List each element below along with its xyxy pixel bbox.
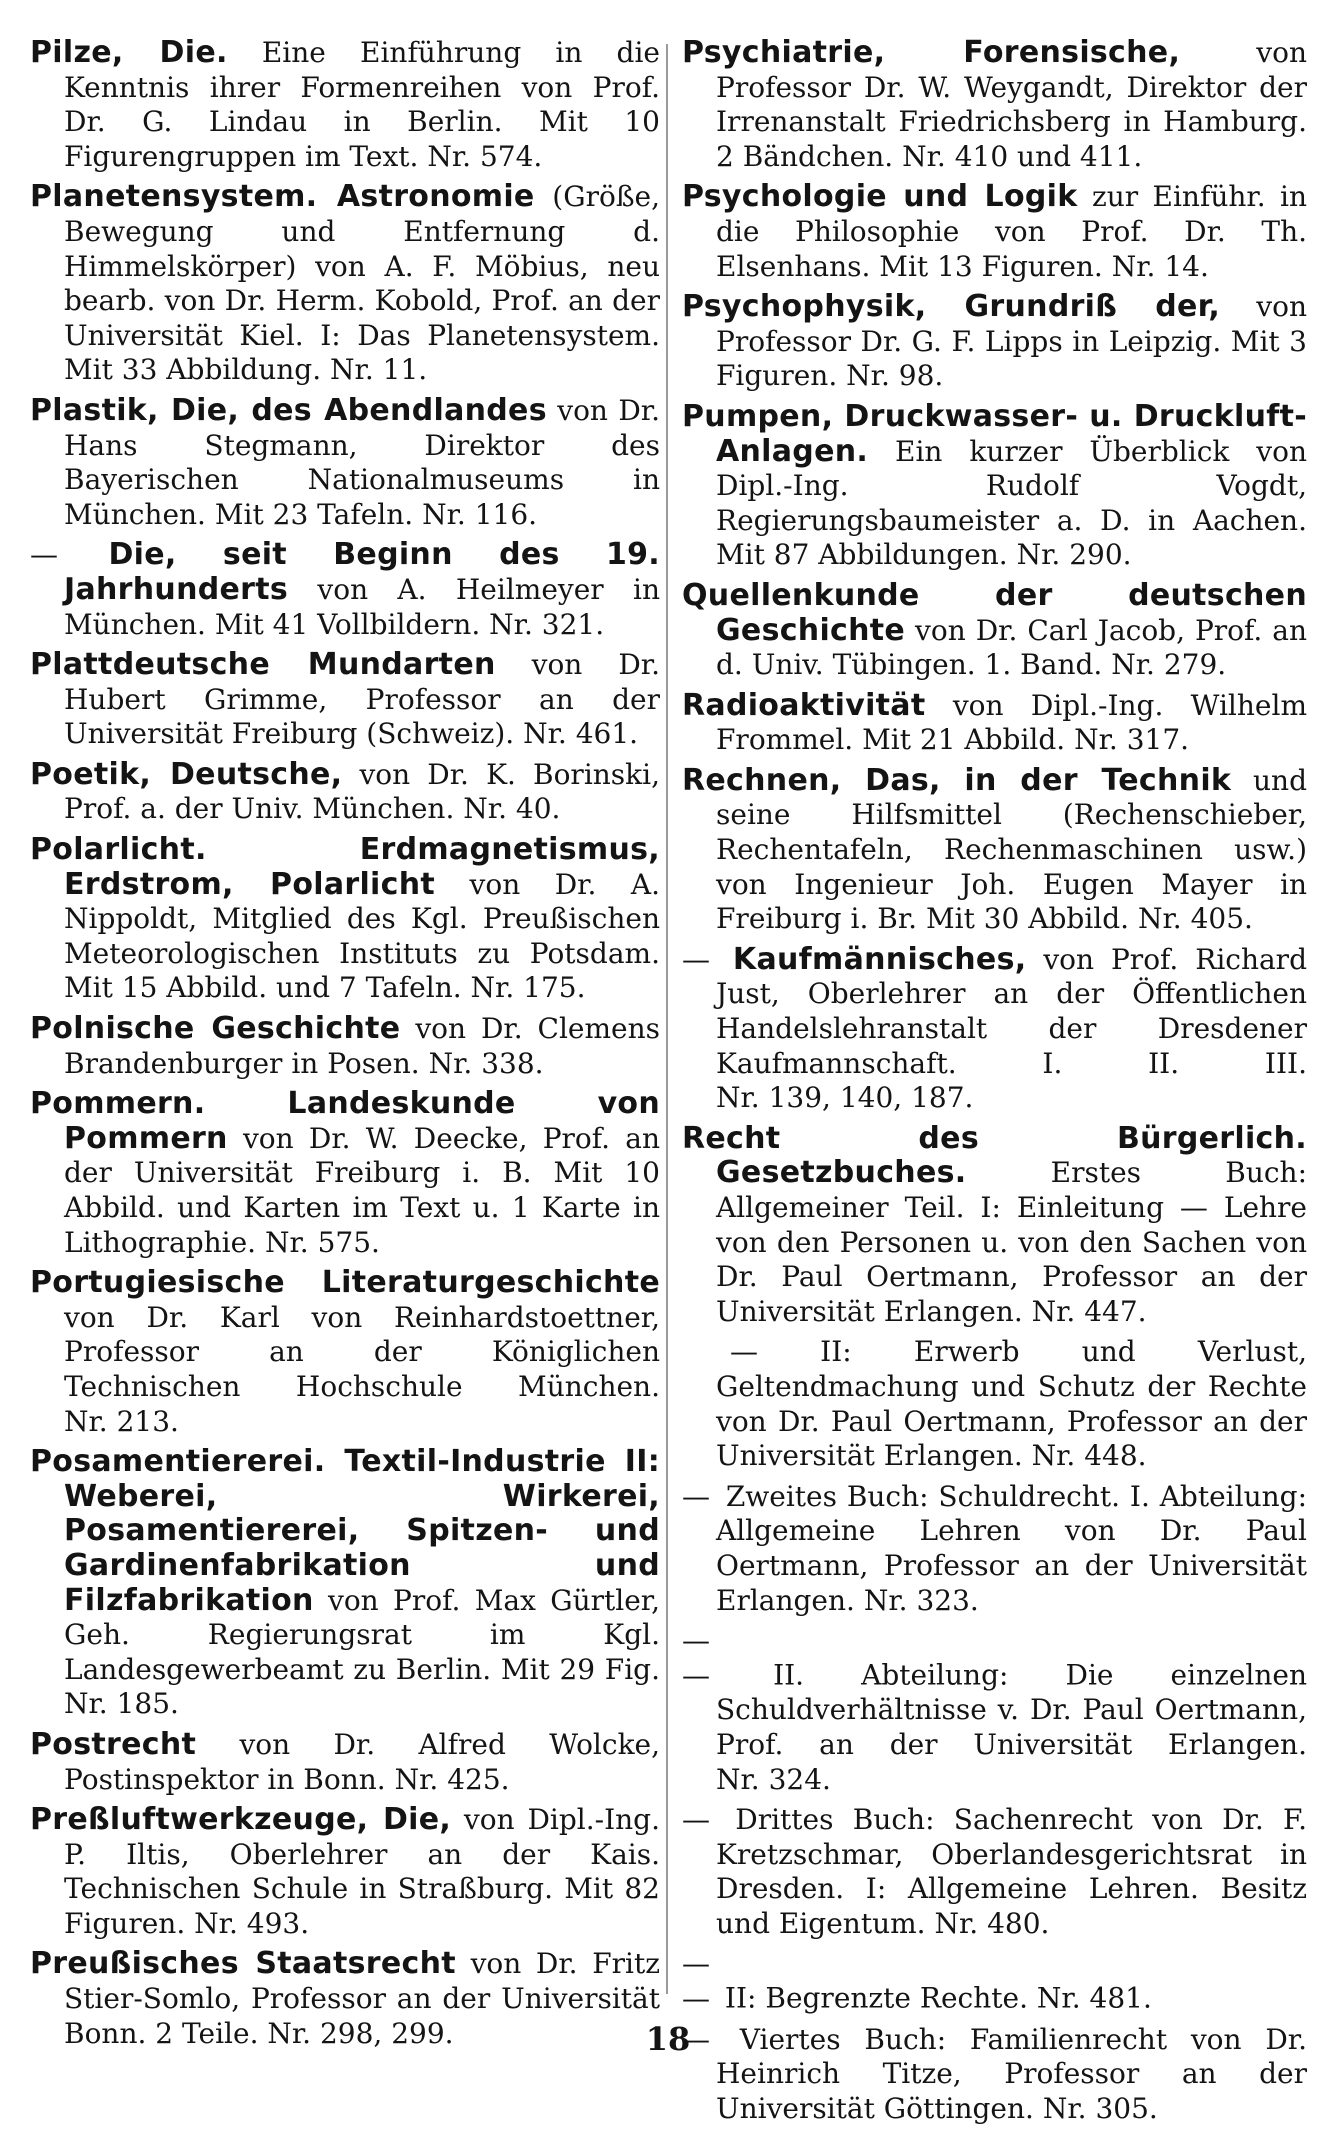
entry-number: Nr. 40.	[463, 792, 561, 826]
entry-headword: Polnische Geschichte	[30, 1011, 401, 1047]
catalog-entry	[30, 180, 660, 388]
catalog-entry	[682, 1947, 1307, 2016]
entry-number: Nr. 324.	[716, 1762, 831, 1796]
entry-description: von Dr. W. Deecke, Prof. an der Universität Freiburg i. B. Mit 10 Abbild. und Karten im Text u. 1 Karte in Lithographie.	[64, 1121, 661, 1259]
catalog-entry	[682, 1803, 1307, 1941]
entry-number: Nr. 448.	[1031, 1439, 1147, 1473]
catalog-entry	[30, 758, 660, 827]
catalog-entry	[30, 1087, 660, 1260]
entry-description: — II: Erwerb und Verlust, Geltendmachung und Schutz der Rechte von Dr. Paul Oertmann, Professor an der Universität Erlangen.	[716, 1335, 1307, 1473]
entry-number: Nr. 11.	[330, 353, 428, 387]
catalog-entry	[30, 833, 660, 1006]
entry-number: Nr. 410 und 411.	[902, 139, 1143, 173]
entry-description: von Prof. Richard Just, Oberlehrer an der Öffentlichen Handelslehranstalt der Dresdener Kaufmannschaft. I. II. III.	[716, 942, 1307, 1080]
catalog-entry	[682, 1624, 1307, 1797]
entry-description: Zweites Buch: Schuldrecht. I. Abteilung: Allgemeine Lehren von Dr. Paul Oertmann, Professor an der Universität Erlangen.	[716, 1479, 1307, 1617]
entry-number: Nr. 139, 140, 187.	[716, 1081, 974, 1115]
entry-headword: Radioaktivität	[682, 687, 926, 723]
entry-headword: Kaufmännisches,	[732, 941, 1027, 977]
entry-number: Nr. 116.	[422, 497, 538, 531]
entry-headword: Psychiatrie, Forensische,	[682, 35, 1181, 70]
entry-description: von Dr. Hans Stegmann, Direktor des Bayerischen Nationalmuseums in München. Mit 23 Tafeln.	[64, 393, 660, 531]
entry-number: Nr. 298, 299.	[267, 2016, 454, 2050]
entry-number: Nr. 98.	[846, 359, 944, 393]
catalog-entry	[682, 400, 1307, 573]
entry-description: Drittes Buch: Sachenrecht von Dr. F. Kretzschmar, Oberlandesgerichtsrat in Dresden. I: Allgemeine Lehren. Besitz und Eigentum.	[716, 1803, 1307, 1940]
catalog-entry	[30, 1266, 660, 1439]
catalog-entry	[30, 1803, 660, 1941]
entry-number: Nr. 574.	[427, 139, 543, 173]
entry-headword: Die, seit Beginn des 19. Jahrhunderts	[64, 537, 661, 607]
entry-description: von Dr. A. Nippoldt, Mitglied des Kgl. Preußischen Meteorologischen Instituts zu Potsdam. Mit 15 Abbild. und 7 Tafeln.	[64, 867, 660, 1005]
entry-number: Nr. 481.	[1036, 1982, 1152, 2016]
catalog-entry	[682, 36, 1307, 174]
left-column	[30, 36, 660, 2057]
entry-dash: —	[682, 2022, 710, 2056]
entry-description: und seine Hilfsmittel (Rechenschieber, Rechentafeln, Rechenmaschinen usw.) von Ingenieur Joh. Eugen Mayer in Freiburg i. Br. Mit 30 Abbild.	[716, 763, 1307, 936]
entry-description: von Dipl.-Ing. Wilhelm Frommel. Mit 21 Abbild.	[716, 688, 1307, 757]
entry-headword: Pumpen, Druckwasser- u. Druckluft-Anlagen.	[682, 398, 1307, 469]
entry-headword: Polarlicht. Erdmagnetismus, Erdstrom, Polarlicht	[30, 832, 660, 902]
entry-headword: Preußisches Staatsrecht	[30, 1946, 456, 1982]
catalog-entry	[682, 1480, 1307, 1618]
entry-description: von Dr. Hubert Grimme, Professor an der Universität Freiburg (Schweiz).	[64, 648, 660, 751]
entry-number: Nr. 493.	[194, 1906, 310, 1940]
catalog-entry	[30, 538, 660, 642]
entry-headword: Plastik, Die, des Abendlandes	[30, 392, 547, 428]
entry-number: Nr. 14.	[1111, 249, 1209, 283]
page-number: 18	[645, 2020, 691, 2058]
entry-headword: Posamentiererei. Textil-Industrie II: Weberei, Wirkerei, Posamentiererei, Spitzen- und Gardinenfabrikation und Filzfabrikation	[30, 1444, 660, 1618]
entry-description: Eine Einführung in die Kenntnis ihrer Formenreihen von Prof. Dr. G. Lindau in Berlin. Mit 10 Figurengruppen im Text.	[64, 36, 660, 173]
entry-dash: — —	[682, 1624, 710, 1692]
entry-description: von Professor Dr. W. Weygandt, Direktor der Irrenanstalt Friedrichsberg in Hamburg. 2 Bändchen.	[716, 36, 1307, 173]
entry-description: von Dr. Karl von Reinhardstoettner, Professor an der Königlichen Technischen Hochschule München.	[64, 1300, 660, 1403]
entry-headword: Pommern. Landeskunde von Pommern	[30, 1086, 660, 1156]
entry-number: Nr. 338.	[428, 1046, 544, 1080]
right-column	[682, 36, 1307, 2132]
entry-headword: Preßluftwerkzeuge, Die,	[30, 1802, 452, 1838]
entry-number: Nr. 175.	[470, 971, 586, 1005]
entry-dash: —	[682, 1803, 710, 1837]
entry-headword: Recht des Bürgerlich. Gesetzbuches.	[682, 1120, 1307, 1191]
entry-dash: — —	[682, 1947, 710, 2016]
catalog-entry	[682, 943, 1307, 1116]
entry-dash: —	[682, 942, 710, 976]
entry-headword: Pilze, Die.	[30, 35, 228, 70]
entry-number: Nr. 213.	[64, 1404, 179, 1438]
entry-headword: Portugiesische Literaturgeschichte	[30, 1265, 660, 1301]
entry-number: Nr. 425.	[394, 1762, 510, 1796]
entry-headword: Psychologie und Logik	[682, 179, 1078, 215]
entry-number: Nr. 317.	[1074, 723, 1190, 757]
catalog-entry	[30, 648, 660, 752]
entry-dash: —	[682, 1479, 710, 1513]
entry-description: von Dr. Alfred Wolcke, Postinspektor in Bonn.	[64, 1727, 661, 1796]
entry-description: Erstes Buch: Allgemeiner Teil. I: Einleitung — Lehre von den Personen u. von den Sachen von Dr. Paul Oertmann, Professor an der Universität Erlangen.	[716, 1156, 1307, 1328]
entry-headword: Planetensystem. Astronomie	[30, 179, 535, 215]
column-divider	[666, 44, 668, 1994]
entry-dash: —	[30, 538, 58, 572]
entry-description: von Dr. Clemens Brandenburger in Posen.	[64, 1012, 660, 1080]
catalog-entry	[682, 579, 1307, 683]
entry-number: Nr. 321.	[489, 607, 605, 641]
catalog-entry	[30, 36, 660, 174]
catalog-entry	[30, 1445, 660, 1722]
entry-number: Nr. 575.	[264, 1225, 380, 1259]
entry-description: Viertes Buch: Familienrecht von Dr. Heinrich Titze, Professor an der Universität Göttingen.	[716, 2022, 1307, 2125]
entry-description: von A. Heilmeyer in München. Mit 41 Vollbildern.	[64, 572, 661, 641]
catalog-entry	[30, 1012, 660, 1081]
catalog-entry	[30, 1728, 660, 1797]
entry-description: von Dr. Fritz Stier-Somlo, Professor an der Universität Bonn. 2 Teile.	[64, 1947, 660, 2050]
entry-description: Ein kurzer Überblick von Dipl.-Ing. Rudolf Vogdt, Regierungsbaumeister a. D. in Aachen. Mit 87 Abbildungen.	[716, 434, 1307, 572]
entry-description: von Professor Dr. G. F. Lipps in Leipzig. Mit 3 Figuren.	[716, 290, 1307, 393]
entry-number: Nr. 447.	[1031, 1294, 1147, 1328]
catalog-entry	[682, 1122, 1307, 1330]
entry-headword: Poetik, Deutsche,	[30, 756, 343, 792]
entry-number: Nr. 480.	[934, 1906, 1050, 1940]
entry-number: Nr. 305.	[1042, 2091, 1158, 2125]
entry-number: Nr. 323.	[863, 1583, 979, 1617]
catalog-entry	[682, 1335, 1307, 1473]
entry-description: von Dr. K. Borinski, Prof. a. der Univ. München.	[64, 757, 660, 826]
catalog-entry	[30, 394, 660, 532]
entry-description: (Größe, Bewegung und Entfernung d. Himmelskörper) von A. F. Möbius, neu bearb. von Dr. Herm. Kobold, Prof. an der Universität Kiel. I: Das Planetensystem. Mit 33 Abbildung.	[64, 180, 660, 387]
entry-number: Nr. 461.	[523, 717, 639, 751]
entry-headword: Psychophysik, Grundriß der,	[682, 289, 1221, 325]
entry-headword: Plattdeutsche Mundarten	[30, 647, 496, 683]
entry-description: II: Begrenzte Rechte.	[724, 1982, 1028, 2016]
entry-number: Nr. 290.	[1016, 538, 1132, 572]
entry-headword: Rechnen, Das, in der Technik	[682, 762, 1232, 798]
entry-number: Nr. 279.	[1111, 648, 1227, 682]
catalog-entry	[682, 290, 1307, 394]
entry-number: Nr. 405.	[1137, 902, 1253, 936]
entry-headword: Postrecht	[30, 1726, 197, 1762]
entry-description: von Dr. Carl Jacob, Prof. an d. Univ. Tübingen. 1. Band.	[716, 613, 1307, 682]
entry-headword: Quellenkunde der deutschen Geschichte	[682, 577, 1307, 648]
entry-description: von Prof. Max Gürtler, Geh. Regierungsrat im Kgl. Landesgewerbeamt zu Berlin. Mit 29 Fig.	[64, 1583, 660, 1686]
catalog-entry	[682, 689, 1307, 758]
entry-number: Nr. 185.	[64, 1687, 179, 1721]
entry-description: zur Einführ. in die Philosophie von Prof. Dr. Th. Elsenhans. Mit 13 Figuren.	[716, 180, 1308, 283]
entry-description: II. Abteilung: Die einzelnen Schuldverhältnisse v. Dr. Paul Oertmann, Prof. an der Universität Erlangen.	[716, 1658, 1307, 1761]
catalog-entry	[682, 764, 1307, 937]
entry-description: von Dipl.-Ing. P. Iltis, Oberlehrer an der Kais. Technischen Schule in Straßburg. Mit 82 Figuren.	[64, 1803, 660, 1940]
catalog-entry	[682, 180, 1307, 284]
